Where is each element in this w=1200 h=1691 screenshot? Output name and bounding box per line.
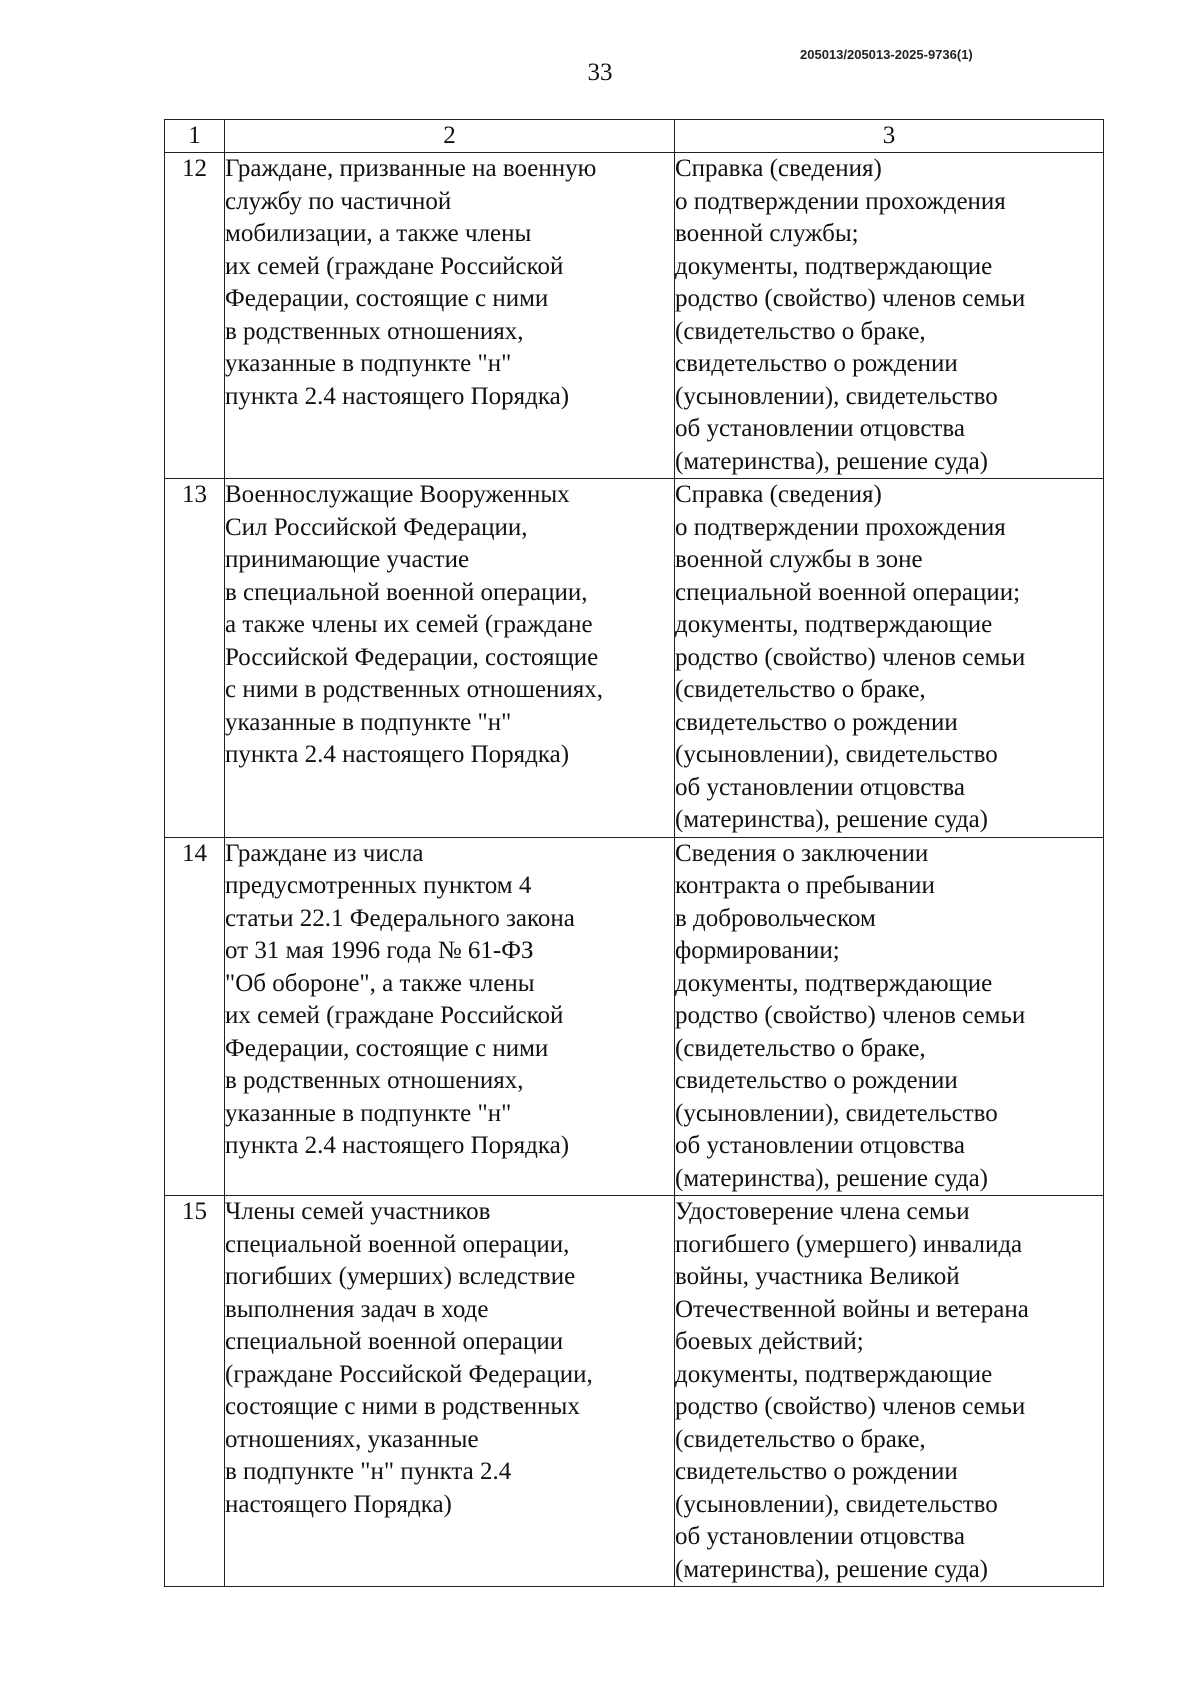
documents-line: (свидетельство о браке, xyxy=(675,317,926,345)
category-line: пункта 2.4 настоящего Порядка) xyxy=(225,1132,570,1159)
table-row xyxy=(165,1196,1104,1587)
documents-line: об установлении отцовства xyxy=(675,1523,965,1550)
documents-line: родство (свойство) членов семьи xyxy=(675,285,1026,312)
row-documents xyxy=(675,479,1104,838)
documents-line: родство (свойство) членов семьи xyxy=(675,643,1026,671)
row-documents xyxy=(675,837,1104,1196)
documents-line: (усыновлении), свидетельство xyxy=(675,1099,998,1127)
documents-line: документы, подтверждающие xyxy=(675,252,993,280)
table-row xyxy=(165,479,1104,838)
documents-line: (свидетельство о браке, xyxy=(675,1425,926,1453)
category-line: с ними в родственных отношениях, xyxy=(225,676,604,703)
row-number: 12 xyxy=(165,153,225,479)
category-line: предусмотренных пунктом 4 xyxy=(225,872,532,899)
document-table xyxy=(164,119,1104,1587)
documents-line: родство (свойство) членов семьи xyxy=(675,1393,1026,1420)
documents-line: об установлении отцовства xyxy=(675,415,965,442)
documents-line: Справка (сведения) xyxy=(675,481,882,508)
documents-line: (материнства), решение суда) xyxy=(675,1164,989,1192)
header-column-category: 2 xyxy=(225,120,675,153)
documents-line: свидетельство о рождении xyxy=(675,1067,958,1094)
header-column-documents: 3 xyxy=(675,120,1104,153)
category-line: Российской Федерации, состоящие xyxy=(225,643,599,671)
category-line: отношениях, указанные xyxy=(225,1425,479,1453)
documents-line: свидетельство о рождении xyxy=(675,350,958,377)
category-line: Граждане из числа xyxy=(225,839,424,867)
documents-line: (усыновлении), свидетельство xyxy=(675,382,998,410)
category-line: Граждане, призванные на военную xyxy=(225,155,597,182)
category-line: указанные в подпункте "н" xyxy=(225,708,512,736)
documents-line: (свидетельство о браке, xyxy=(675,1034,926,1062)
category-line: состоящие с ними в родственных xyxy=(225,1393,580,1420)
documents-line: Сведения о заключении xyxy=(675,839,929,867)
category-line: указанные в подпункте "н" xyxy=(225,350,512,377)
documents-line: боевых действий; xyxy=(675,1328,864,1355)
row-category xyxy=(225,479,675,838)
category-line: их семей (граждане Российской xyxy=(225,252,564,280)
category-line: специальной военной операции, xyxy=(225,1230,570,1258)
category-line: выполнения задач в ходе xyxy=(225,1295,489,1323)
documents-line: о подтверждении прохождения xyxy=(675,513,1006,541)
category-line: статьи 22.1 Федерального закона xyxy=(225,904,575,932)
category-line: от 31 мая 1996 года № 61-ФЗ xyxy=(225,937,534,964)
category-line: указанные в подпункте "н" xyxy=(225,1099,512,1127)
row-documents xyxy=(675,1196,1104,1587)
row-documents xyxy=(675,153,1104,479)
category-line: службу по частичной xyxy=(225,187,452,215)
category-line: в родственных отношениях, xyxy=(225,1067,524,1094)
documents-line: в добровольческом xyxy=(675,904,876,932)
documents-line: об установлении отцовства xyxy=(675,1132,965,1159)
category-line: Сил Российской Федерации, xyxy=(225,513,528,541)
documents-line: военной службы; xyxy=(675,220,859,247)
documents-line: свидетельство о рождении xyxy=(675,1458,958,1485)
row-number: 14 xyxy=(165,837,225,1196)
category-line: (граждане Российской Федерации, xyxy=(225,1360,593,1388)
documents-line: (материнства), решение суда) xyxy=(675,806,989,833)
category-line: погибших (умерших) вследствие xyxy=(225,1263,576,1290)
documents-line: специальной военной операции; xyxy=(675,578,1021,606)
category-line: настоящего Порядка) xyxy=(225,1490,452,1518)
documents-line: документы, подтверждающие xyxy=(675,1360,993,1388)
row-number: 15 xyxy=(165,1196,225,1587)
documents-line: контракта о пребывании xyxy=(675,872,935,899)
category-line: в подпункте "н" пункта 2.4 xyxy=(225,1458,512,1485)
documents-line: Справка (сведения) xyxy=(675,155,882,182)
documents-line: войны, участника Великой xyxy=(675,1263,960,1290)
documents-line: формировании; xyxy=(675,937,840,964)
category-line: специальной военной операции xyxy=(225,1328,564,1355)
category-line: Члены семей участников xyxy=(225,1198,491,1225)
category-line: Федерации, состоящие с ними xyxy=(225,285,549,312)
documents-line: Удостоверение члена семьи xyxy=(675,1198,970,1225)
row-category xyxy=(225,1196,675,1587)
category-line: "Об обороне", а также члены xyxy=(225,969,535,997)
page-number: 33 xyxy=(587,59,613,86)
row-category xyxy=(225,837,675,1196)
documents-line: свидетельство о рождении xyxy=(675,708,958,736)
category-line: в специальной военной операции, xyxy=(225,578,588,606)
category-line: мобилизации, а также члены xyxy=(225,220,532,247)
table-row xyxy=(165,837,1104,1196)
documents-line: об установлении отцовства xyxy=(675,773,965,801)
documents-line: документы, подтверждающие xyxy=(675,611,993,638)
documents-line: документы, подтверждающие xyxy=(675,969,993,997)
table-row xyxy=(165,153,1104,479)
table-body xyxy=(165,153,1104,1587)
table-header-row xyxy=(165,120,1104,153)
documents-line: о подтверждении прохождения xyxy=(675,187,1006,215)
documents-line: (материнства), решение суда) xyxy=(675,1555,989,1583)
category-line: принимающие участие xyxy=(225,546,470,573)
documents-line: (материнства), решение суда) xyxy=(675,447,989,475)
category-line: в родственных отношениях, xyxy=(225,317,524,345)
documents-line: (свидетельство о браке, xyxy=(675,676,926,703)
documents-line: военной службы в зоне xyxy=(675,546,923,573)
documents-line: (усыновлении), свидетельство xyxy=(675,741,998,768)
category-line: Военнослужащие Вооруженных xyxy=(225,481,570,508)
header-column-number: 1 xyxy=(165,120,225,153)
documents-line: Отечественной войны и ветерана xyxy=(675,1295,1029,1323)
category-line: их семей (граждане Российской xyxy=(225,1002,564,1029)
category-line: Федерации, состоящие с ними xyxy=(225,1034,549,1062)
documents-line: погибшего (умершего) инвалида xyxy=(675,1230,1023,1258)
row-category xyxy=(225,153,675,479)
row-number: 13 xyxy=(165,479,225,838)
documents-line: родство (свойство) членов семьи xyxy=(675,1002,1026,1029)
category-line: пункта 2.4 настоящего Порядка) xyxy=(225,382,570,410)
category-line: а также члены их семей (граждане xyxy=(225,611,593,638)
document-id: 205013/205013-2025-9736(1) xyxy=(800,47,973,62)
category-line: пункта 2.4 настоящего Порядка) xyxy=(225,741,570,768)
documents-line: (усыновлении), свидетельство xyxy=(675,1490,998,1518)
